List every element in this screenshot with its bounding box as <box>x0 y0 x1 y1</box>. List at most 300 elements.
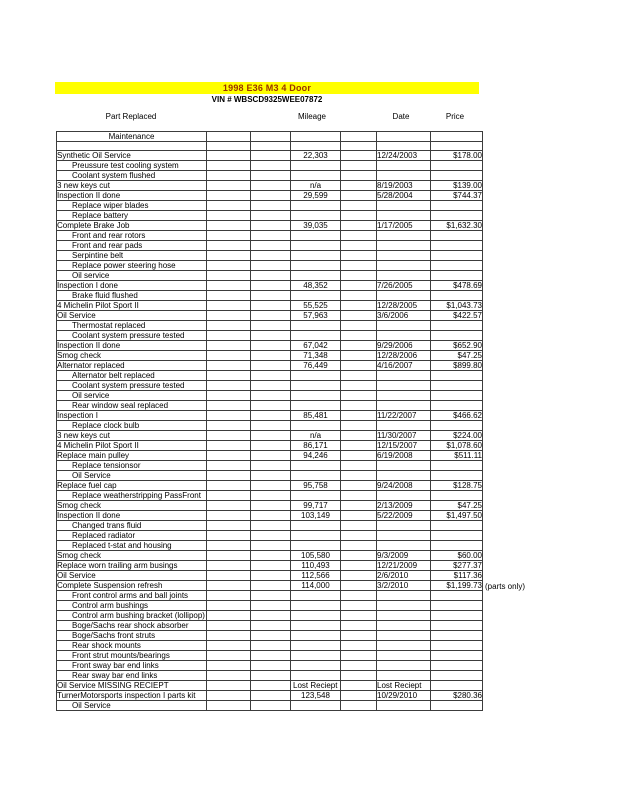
mileage-cell: 86,171 <box>291 441 341 451</box>
blank-cell <box>207 221 251 231</box>
blank-cell <box>207 351 251 361</box>
mileage-cell: 76,449 <box>291 361 341 371</box>
blank-cell <box>341 641 377 651</box>
mileage-cell <box>291 171 341 181</box>
date-cell: 12/28/2005 <box>377 301 431 311</box>
part-cell: Boge/Sachs front struts <box>57 631 207 641</box>
blank-cell <box>207 381 251 391</box>
mileage-cell: 94,246 <box>291 451 341 461</box>
blank-cell <box>251 311 291 321</box>
blank-cell <box>251 621 291 631</box>
price-cell: $899.80 <box>431 361 483 371</box>
table-row <box>57 691 483 701</box>
table-row <box>57 651 483 661</box>
blank-cell <box>251 371 291 381</box>
price-cell <box>431 491 483 501</box>
mileage-cell: 71,348 <box>291 351 341 361</box>
table-row <box>57 481 483 491</box>
mileage-cell <box>291 621 341 631</box>
mileage-cell: 112,566 <box>291 571 341 581</box>
mileage-cell: 105,580 <box>291 551 341 561</box>
price-cell: $128.75 <box>431 481 483 491</box>
blank-cell <box>251 661 291 671</box>
mileage-cell: 55,525 <box>291 301 341 311</box>
table-row <box>57 611 483 621</box>
part-cell: Front control arms and ball joints <box>57 591 207 601</box>
mileage-cell <box>291 491 341 501</box>
date-cell: 11/30/2007 <box>377 431 431 441</box>
blank-cell <box>341 591 377 601</box>
blank-cell <box>207 651 251 661</box>
maintenance-table-body <box>57 132 483 711</box>
part-cell: Oil Service <box>57 471 207 481</box>
blank-cell <box>251 541 291 551</box>
page-title: 1998 E36 M3 4 Door <box>222 83 312 93</box>
part-cell: Replaced t-stat and housing <box>57 541 207 551</box>
mileage-cell <box>291 321 341 331</box>
part-cell: Oil Service MISSING RECIEPT <box>57 681 207 691</box>
blank-cell <box>251 511 291 521</box>
blank-cell <box>251 611 291 621</box>
blank-cell <box>207 231 251 241</box>
part-cell: Control arm bushing bracket (lollipop) <box>57 611 207 621</box>
mileage-cell <box>291 291 341 301</box>
price-cell <box>431 381 483 391</box>
part-cell: Inspection I <box>57 411 207 421</box>
part-cell: Boge/Sachs rear shock absorber <box>57 621 207 631</box>
mileage-cell <box>291 461 341 471</box>
part-cell: Coolant system pressure tested <box>57 381 207 391</box>
part-cell: Replace power steering hose <box>57 261 207 271</box>
blank-cell <box>341 381 377 391</box>
blank-cell <box>251 461 291 471</box>
price-cell: $277.37 <box>431 561 483 571</box>
date-cell: 9/29/2006 <box>377 341 431 351</box>
mileage-cell: 103,149 <box>291 511 341 521</box>
part-cell: Inspection II done <box>57 341 207 351</box>
blank-cell <box>341 541 377 551</box>
mileage-cell: 123,548 <box>291 691 341 701</box>
blank-cell <box>251 391 291 401</box>
price-cell <box>431 261 483 271</box>
price-cell: $60.00 <box>431 551 483 561</box>
mileage-cell: 110,493 <box>291 561 341 571</box>
table-row <box>57 511 483 521</box>
price-cell <box>431 521 483 531</box>
blank-cell <box>341 501 377 511</box>
blank-cell <box>207 701 251 711</box>
date-cell: 8/19/2003 <box>377 181 431 191</box>
blank-cell <box>251 151 291 161</box>
blank-cell <box>341 661 377 671</box>
blank-cell <box>207 491 251 501</box>
blank-cell <box>207 461 251 471</box>
blank-cell <box>251 581 291 591</box>
date-cell <box>377 671 431 681</box>
date-cell <box>377 201 431 211</box>
price-cell: $1,043.73 <box>431 301 483 311</box>
table-row <box>57 161 483 171</box>
blank-cell <box>207 361 251 371</box>
blank-cell <box>341 181 377 191</box>
part-cell: Synthetic Oil Service <box>57 151 207 161</box>
price-cell <box>431 171 483 181</box>
blank-cell <box>207 431 251 441</box>
blank-cell <box>341 451 377 461</box>
table-row <box>57 671 483 681</box>
blank-cell <box>251 401 291 411</box>
blank-cell <box>207 341 251 351</box>
date-cell: 1/17/2005 <box>377 221 431 231</box>
blank-cell <box>207 681 251 691</box>
table-row <box>57 351 483 361</box>
blank-cell <box>251 701 291 711</box>
part-cell: TurnerMotorsports inspection I parts kit <box>57 691 207 701</box>
part-cell: Control arm bushings <box>57 601 207 611</box>
date-cell <box>377 461 431 471</box>
table-row <box>57 251 483 261</box>
table-row <box>57 171 483 181</box>
mileage-cell: n/a <box>291 181 341 191</box>
table-row <box>57 151 483 161</box>
date-cell <box>377 271 431 281</box>
table-row <box>57 541 483 551</box>
mileage-cell <box>291 371 341 381</box>
mileage-cell: 67,042 <box>291 341 341 351</box>
blank-cell <box>341 651 377 661</box>
price-cell: $652.90 <box>431 341 483 351</box>
blank-cell <box>341 251 377 261</box>
part-cell: 3 new keys cut <box>57 181 207 191</box>
blank-cell <box>251 651 291 661</box>
table-row <box>57 501 483 511</box>
date-cell: 12/24/2003 <box>377 151 431 161</box>
table-row <box>57 271 483 281</box>
blank-cell <box>251 271 291 281</box>
blank-cell <box>207 211 251 221</box>
date-cell <box>377 661 431 671</box>
table-row <box>57 531 483 541</box>
price-cell: $511.11 <box>431 451 483 461</box>
blank-cell <box>251 221 291 231</box>
mileage-cell: Lost Reciept <box>291 681 341 691</box>
mileage-cell <box>291 142 341 151</box>
blank-cell <box>341 231 377 241</box>
blank-cell <box>251 441 291 451</box>
price-cell <box>431 701 483 711</box>
blank-cell <box>207 581 251 591</box>
table-row <box>57 441 483 451</box>
part-cell: Oil Service <box>57 701 207 711</box>
date-cell <box>377 251 431 261</box>
table-row <box>57 661 483 671</box>
part-cell: Replace battery <box>57 211 207 221</box>
table-row <box>57 201 483 211</box>
blank-cell <box>341 161 377 171</box>
blank-cell <box>251 142 291 151</box>
part-cell: Replaced radiator <box>57 531 207 541</box>
blank-cell <box>207 561 251 571</box>
price-cell <box>431 421 483 431</box>
part-cell: Serpintine belt <box>57 251 207 261</box>
table-row <box>57 191 483 201</box>
part-cell: 4 Michelin Pilot Sport II <box>57 301 207 311</box>
price-cell <box>431 671 483 681</box>
blank-cell <box>207 321 251 331</box>
blank-cell <box>251 261 291 271</box>
date-cell <box>377 291 431 301</box>
mileage-cell <box>291 401 341 411</box>
price-cell <box>431 661 483 671</box>
blank-cell <box>207 142 251 151</box>
blank-cell <box>251 171 291 181</box>
price-cell <box>431 271 483 281</box>
blank-cell <box>251 431 291 441</box>
blank-cell <box>341 491 377 501</box>
part-cell: Smog check <box>57 501 207 511</box>
part-cell: Coolant system pressure tested <box>57 331 207 341</box>
part-cell: Complete Brake Job <box>57 221 207 231</box>
mileage-cell <box>291 521 341 531</box>
blank-cell <box>207 611 251 621</box>
table-row <box>57 641 483 651</box>
part-cell: Rear shock mounts <box>57 641 207 651</box>
blank-cell <box>341 431 377 441</box>
date-cell: Lost Reciept <box>377 681 431 691</box>
table-row <box>57 181 483 191</box>
blank-cell <box>251 181 291 191</box>
table-row <box>57 381 483 391</box>
part-cell: Replace fuel cap <box>57 481 207 491</box>
date-cell <box>377 491 431 501</box>
part-cell: Rear window seal replaced <box>57 401 207 411</box>
table-row <box>57 421 483 431</box>
blank-cell <box>341 411 377 421</box>
date-cell <box>377 142 431 151</box>
part-cell: Replace weatherstripping PassFront <box>57 491 207 501</box>
date-cell <box>377 371 431 381</box>
blank-cell <box>341 201 377 211</box>
blank-cell <box>341 521 377 531</box>
mileage-cell <box>291 231 341 241</box>
table-row <box>57 261 483 271</box>
part-cell: Replace clock bulb <box>57 421 207 431</box>
blank-cell <box>207 371 251 381</box>
blank-cell <box>207 661 251 671</box>
blank-cell <box>207 301 251 311</box>
blank-cell <box>251 501 291 511</box>
part-cell: Thermostat replaced <box>57 321 207 331</box>
table-row <box>57 142 483 151</box>
price-cell: $139.00 <box>431 181 483 191</box>
date-cell <box>377 611 431 621</box>
table-row <box>57 371 483 381</box>
price-cell <box>431 391 483 401</box>
price-cell <box>431 241 483 251</box>
part-cell: Front strut mounts/bearings <box>57 651 207 661</box>
mileage-cell <box>291 391 341 401</box>
blank-cell <box>341 142 377 151</box>
date-cell <box>377 391 431 401</box>
table-row <box>57 451 483 461</box>
date-cell <box>377 521 431 531</box>
mileage-cell: 85,481 <box>291 411 341 421</box>
mileage-cell <box>291 261 341 271</box>
price-cell <box>431 132 483 142</box>
blank-cell <box>207 291 251 301</box>
table-row <box>57 581 483 591</box>
date-cell: 10/29/2010 <box>377 691 431 701</box>
part-cell: Preussure test cooling system <box>57 161 207 171</box>
blank-cell <box>207 571 251 581</box>
blank-cell <box>207 601 251 611</box>
blank-cell <box>251 561 291 571</box>
mileage-cell: 22,303 <box>291 151 341 161</box>
price-cell <box>431 251 483 261</box>
table-row <box>57 571 483 581</box>
mileage-cell <box>291 211 341 221</box>
date-cell <box>377 651 431 661</box>
price-cell <box>431 631 483 641</box>
price-cell <box>431 541 483 551</box>
date-cell <box>377 591 431 601</box>
table-row <box>57 521 483 531</box>
price-cell: $744.37 <box>431 191 483 201</box>
blank-cell <box>251 281 291 291</box>
date-cell <box>377 132 431 142</box>
table-row <box>57 391 483 401</box>
blank-cell <box>207 671 251 681</box>
date-cell <box>377 531 431 541</box>
blank-cell <box>207 181 251 191</box>
mileage-cell <box>291 421 341 431</box>
blank-cell <box>251 601 291 611</box>
blank-cell <box>341 461 377 471</box>
mileage-cell: 29,599 <box>291 191 341 201</box>
blank-cell <box>207 401 251 411</box>
mileage-cell: 39,035 <box>291 221 341 231</box>
mileage-cell <box>291 641 341 651</box>
blank-cell <box>251 361 291 371</box>
part-cell: Oil Service <box>57 311 207 321</box>
blank-cell <box>341 321 377 331</box>
blank-cell <box>251 471 291 481</box>
date-cell: 5/28/2004 <box>377 191 431 201</box>
blank-cell <box>207 641 251 651</box>
mileage-cell <box>291 701 341 711</box>
part-cell: Coolant system flushed <box>57 171 207 181</box>
mileage-cell <box>291 601 341 611</box>
mileage-cell <box>291 271 341 281</box>
blank-cell <box>251 481 291 491</box>
blank-cell <box>341 371 377 381</box>
mileage-cell <box>291 661 341 671</box>
blank-cell <box>207 691 251 701</box>
blank-cell <box>341 421 377 431</box>
date-cell <box>377 421 431 431</box>
blank-cell <box>251 191 291 201</box>
blank-cell <box>341 191 377 201</box>
date-cell <box>377 331 431 341</box>
table-row <box>57 311 483 321</box>
part-cell: Oil service <box>57 271 207 281</box>
part-cell: Inspection I done <box>57 281 207 291</box>
part-cell: Replace tensionsor <box>57 461 207 471</box>
blank-cell <box>207 501 251 511</box>
price-cell <box>431 641 483 651</box>
blank-cell <box>207 631 251 641</box>
price-cell <box>431 201 483 211</box>
mileage-cell <box>291 381 341 391</box>
blank-cell <box>207 591 251 601</box>
part-cell: Brake fluid flushed <box>57 291 207 301</box>
blank-cell <box>341 211 377 221</box>
blank-cell <box>207 271 251 281</box>
blank-cell <box>251 351 291 361</box>
price-cell <box>431 621 483 631</box>
table-row <box>57 601 483 611</box>
blank-cell <box>251 132 291 142</box>
blank-cell <box>251 321 291 331</box>
table-row <box>57 561 483 571</box>
price-cell <box>431 401 483 411</box>
blank-cell <box>341 132 377 142</box>
table-row <box>57 132 483 142</box>
table-row <box>57 301 483 311</box>
blank-cell <box>341 671 377 681</box>
blank-cell <box>341 471 377 481</box>
price-cell: $1,632.30 <box>431 221 483 231</box>
mileage-cell <box>291 241 341 251</box>
table-row <box>57 591 483 601</box>
part-cell <box>57 142 207 151</box>
blank-cell <box>341 601 377 611</box>
blank-cell <box>341 441 377 451</box>
blank-cell <box>251 681 291 691</box>
blank-cell <box>207 521 251 531</box>
table-row <box>57 221 483 231</box>
date-cell: 2/13/2009 <box>377 501 431 511</box>
blank-cell <box>207 191 251 201</box>
date-cell: 7/26/2005 <box>377 281 431 291</box>
mileage-cell <box>291 651 341 661</box>
table-row <box>57 621 483 631</box>
blank-cell <box>341 331 377 341</box>
blank-cell <box>251 641 291 651</box>
price-cell: $1,497.50 <box>431 511 483 521</box>
vin-label: VIN # WBSCD9325WEE07872 <box>211 95 323 104</box>
blank-cell <box>207 281 251 291</box>
date-cell: 12/28/2006 <box>377 351 431 361</box>
date-cell <box>377 241 431 251</box>
part-cell: Smog check <box>57 551 207 561</box>
table-row <box>57 681 483 691</box>
blank-cell <box>341 691 377 701</box>
blank-cell <box>251 231 291 241</box>
blank-cell <box>341 261 377 271</box>
blank-cell <box>341 351 377 361</box>
blank-cell <box>207 251 251 261</box>
blank-cell <box>207 451 251 461</box>
blank-cell <box>251 551 291 561</box>
part-cell: Front sway bar end links <box>57 661 207 671</box>
blank-cell <box>207 441 251 451</box>
blank-cell <box>341 581 377 591</box>
column-header-part-replaced: Part Replaced <box>105 112 157 121</box>
date-cell <box>377 631 431 641</box>
price-cell: $1,078.60 <box>431 441 483 451</box>
price-cell: $47.25 <box>431 351 483 361</box>
